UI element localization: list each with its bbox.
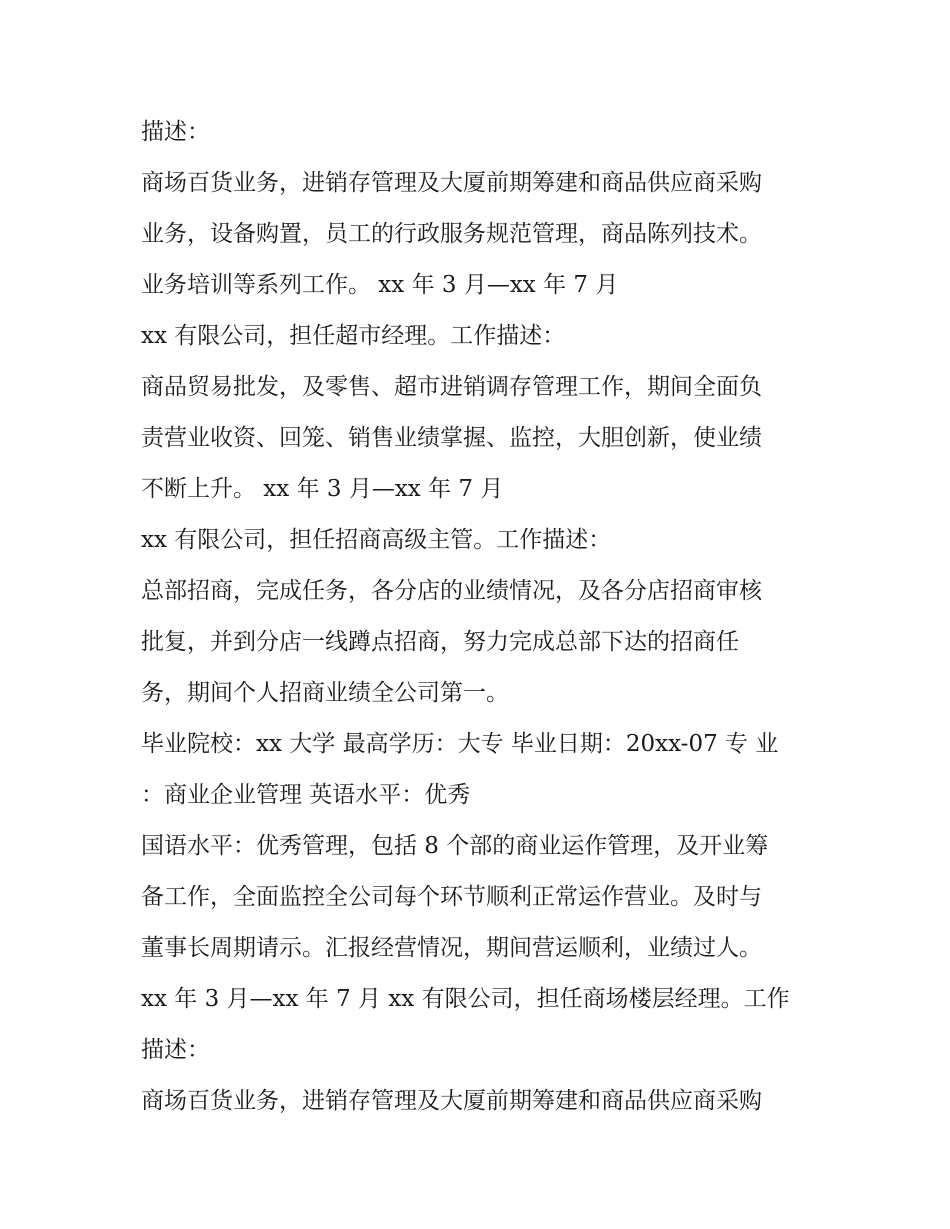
- text-line: 描述：: [141, 1037, 210, 1063]
- text-line: ：商业企业管理 英语水平：优秀: [141, 782, 471, 808]
- text-line: 董事长周期请示。汇报经营情况，期间营运顺利，业绩过人。: [141, 935, 762, 961]
- text-line: xx 年 3 月—xx 年 7 月 xx 有限公司，担任商场楼层经理。工作: [141, 986, 790, 1012]
- text-line: 国语水平：优秀管理，包括 8 个部的商业运作管理，及开业筹: [141, 833, 769, 859]
- text-line: xx 有限公司，担任招商高级主管。工作描述：: [141, 527, 612, 553]
- text-line: 备工作，全面监控全公司每个环节顺利正常运作营业。及时与: [141, 884, 762, 910]
- text-line: 责营业收资、回笼、销售业绩掌握、监控，大胆创新，使业绩: [141, 425, 762, 451]
- text-line: 不断上升。 xx 年 3 月—xx 年 7 月: [141, 476, 504, 502]
- text-line: xx 有限公司，担任超市经理。工作描述：: [141, 323, 566, 349]
- text-line: 商场百货业务，进销存管理及大厦前期筹建和商品供应商采购: [141, 170, 762, 196]
- text-line: 商品贸易批发，及零售、超市进销调存管理工作，期间全面负: [141, 374, 762, 400]
- document-body: [141, 107, 831, 1127]
- text-line: 毕业院校：xx 大学 最高学历：大专 毕业日期：20xx-07 专 业: [141, 731, 779, 757]
- text-line: 批复，并到分店一线蹲点招商，努力完成总部下达的招商任: [141, 629, 739, 655]
- text-line: 业务，设备购置，员工的行政服务规范管理，商品陈列技术。: [141, 221, 762, 247]
- text-line: 业务培训等系列工作。 xx 年 3 月—xx 年 7 月: [141, 272, 619, 298]
- text-line: 描述：: [141, 119, 210, 145]
- text-line: 商场百货业务，进销存管理及大厦前期筹建和商品供应商采购: [141, 1088, 762, 1114]
- text-line: 总部招商，完成任务，各分店的业绩情况，及各分店招商审核: [141, 578, 762, 604]
- text-line: 务，期间个人招商业绩全公司第一。: [141, 680, 509, 706]
